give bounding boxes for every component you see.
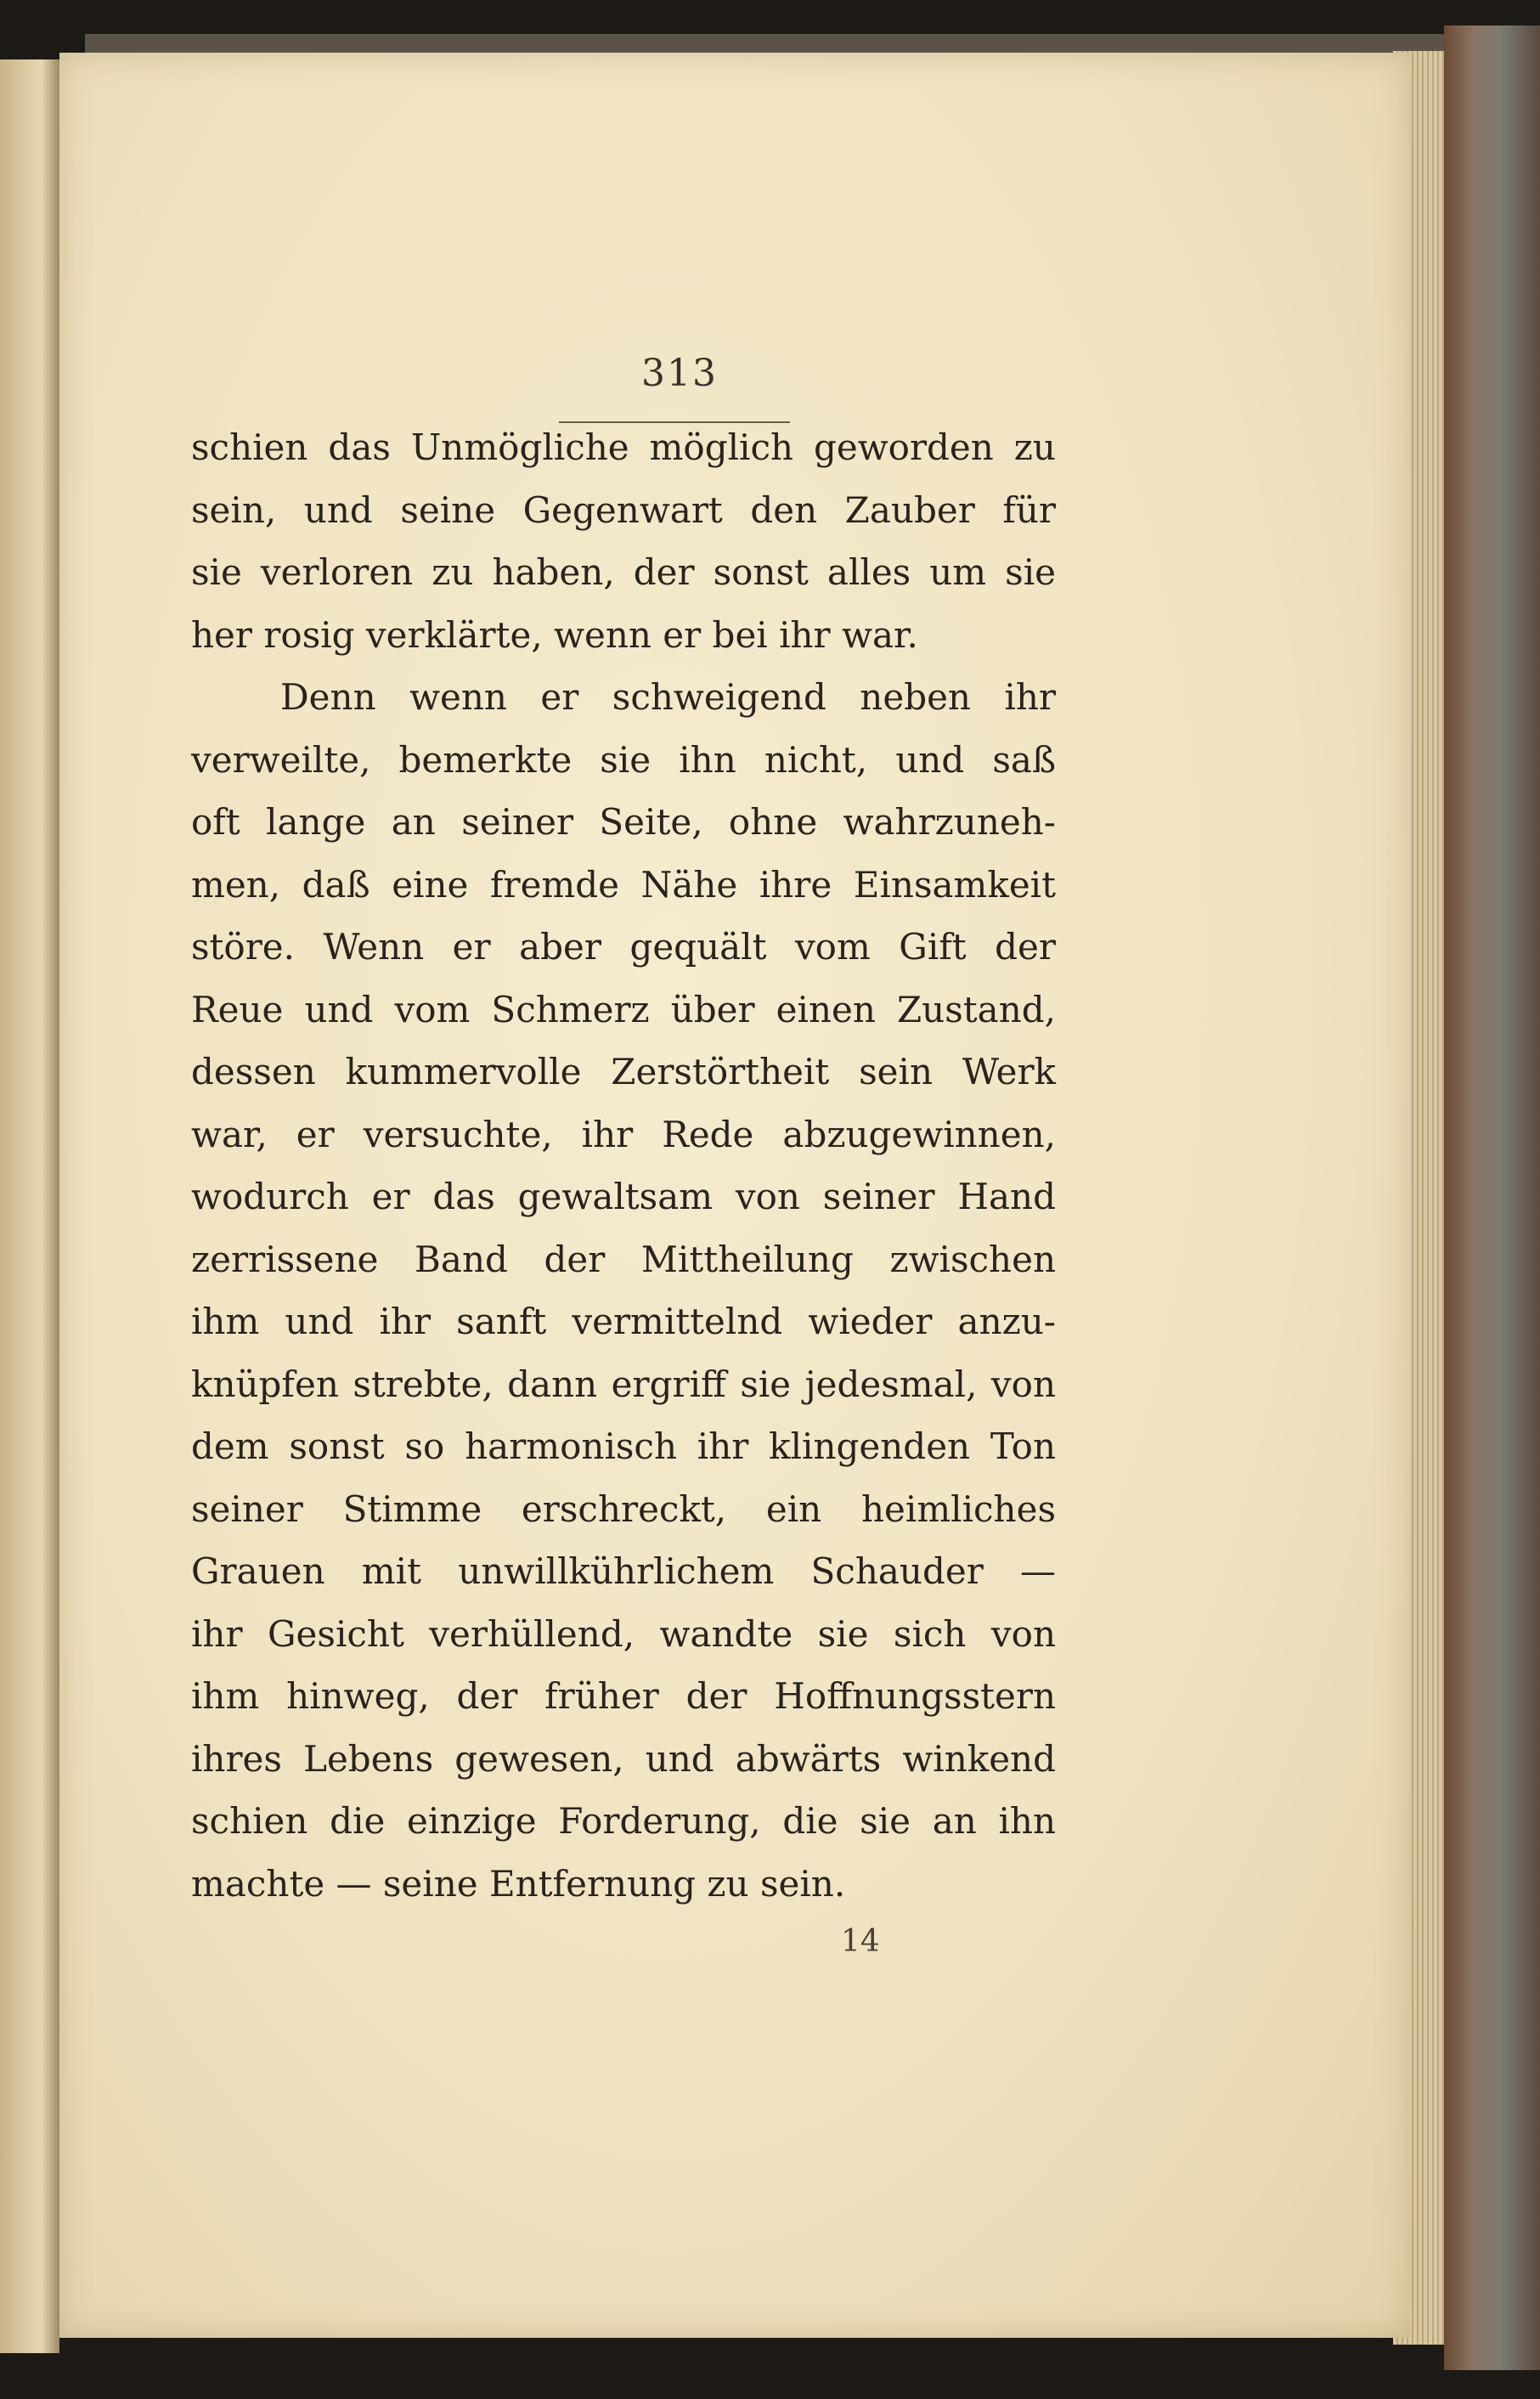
text-line: störe. Wenn er aber gequält vom Gift der (191, 926, 1056, 968)
facing-page-edge (0, 59, 59, 2353)
text-line: sein, und seine Gegenwart den Zauber für (191, 488, 1056, 531)
text-line: schien das Unmögliche möglich geworden zu (191, 426, 1056, 468)
text-line: sie verloren zu haben, der sonst alles um sie (191, 551, 1056, 593)
text-line: ihres Lebens gewesen, und abwärts winkend (191, 1737, 1056, 1780)
text-line: ihm und ihr sanft vermittelnd wieder anzu- (191, 1301, 1056, 1342)
book-cover (1444, 25, 1540, 2370)
text-line: men, daß eine fremde Nähe ihre Einsamkeit (191, 863, 1056, 906)
text-line: oft lange an seiner Seite, ohne wahrzuneh- (191, 801, 1056, 843)
signature-mark: 14 (841, 1924, 880, 1959)
text-line: ihr Gesicht verhüllend, wandte sie sich von (191, 1612, 1056, 1655)
text-line: ihm hinweg, der früher der Hoffnungsstern (191, 1675, 1056, 1717)
page-number: 313 (641, 352, 718, 395)
text-line: wodurch er das gewaltsam von seiner Hand (191, 1176, 1056, 1217)
text-line: her rosig verklärte, wenn er bei ihr war. (191, 613, 918, 656)
text-line: dem sonst so harmonisch ihr klingenden Ton (191, 1425, 1056, 1467)
text-line: war, er versuchte, ihr Rede abzugewinnen, (191, 1113, 1056, 1155)
text-line: Grauen mit unwillkührlichem Schauder — (191, 1550, 1056, 1592)
text-line: verweilte, bemerkte sie ihn nicht, und saß (191, 738, 1056, 781)
text-line: Reue und vom Schmerz über einen Zustand, (191, 988, 1056, 1030)
text-line: knüpfen strebte, dann ergriff sie jedesmal, von (191, 1363, 1056, 1405)
text-line: seiner Stimme erschreckt, ein heimliches (191, 1487, 1056, 1530)
text-line: dessen kummervolle Zerstörtheit sein Werk (191, 1051, 1056, 1092)
text-line: machte — seine Entfernung zu sein. (191, 1862, 846, 1905)
body-text (191, 416, 1056, 1915)
text-line: schien die einzige Forderung, die sie an ihn (191, 1800, 1056, 1842)
text-line: Denn wenn er schweigend neben ihr (280, 676, 1056, 718)
text-line: zerrissene Band der Mittheilung zwischen (191, 1238, 1056, 1280)
